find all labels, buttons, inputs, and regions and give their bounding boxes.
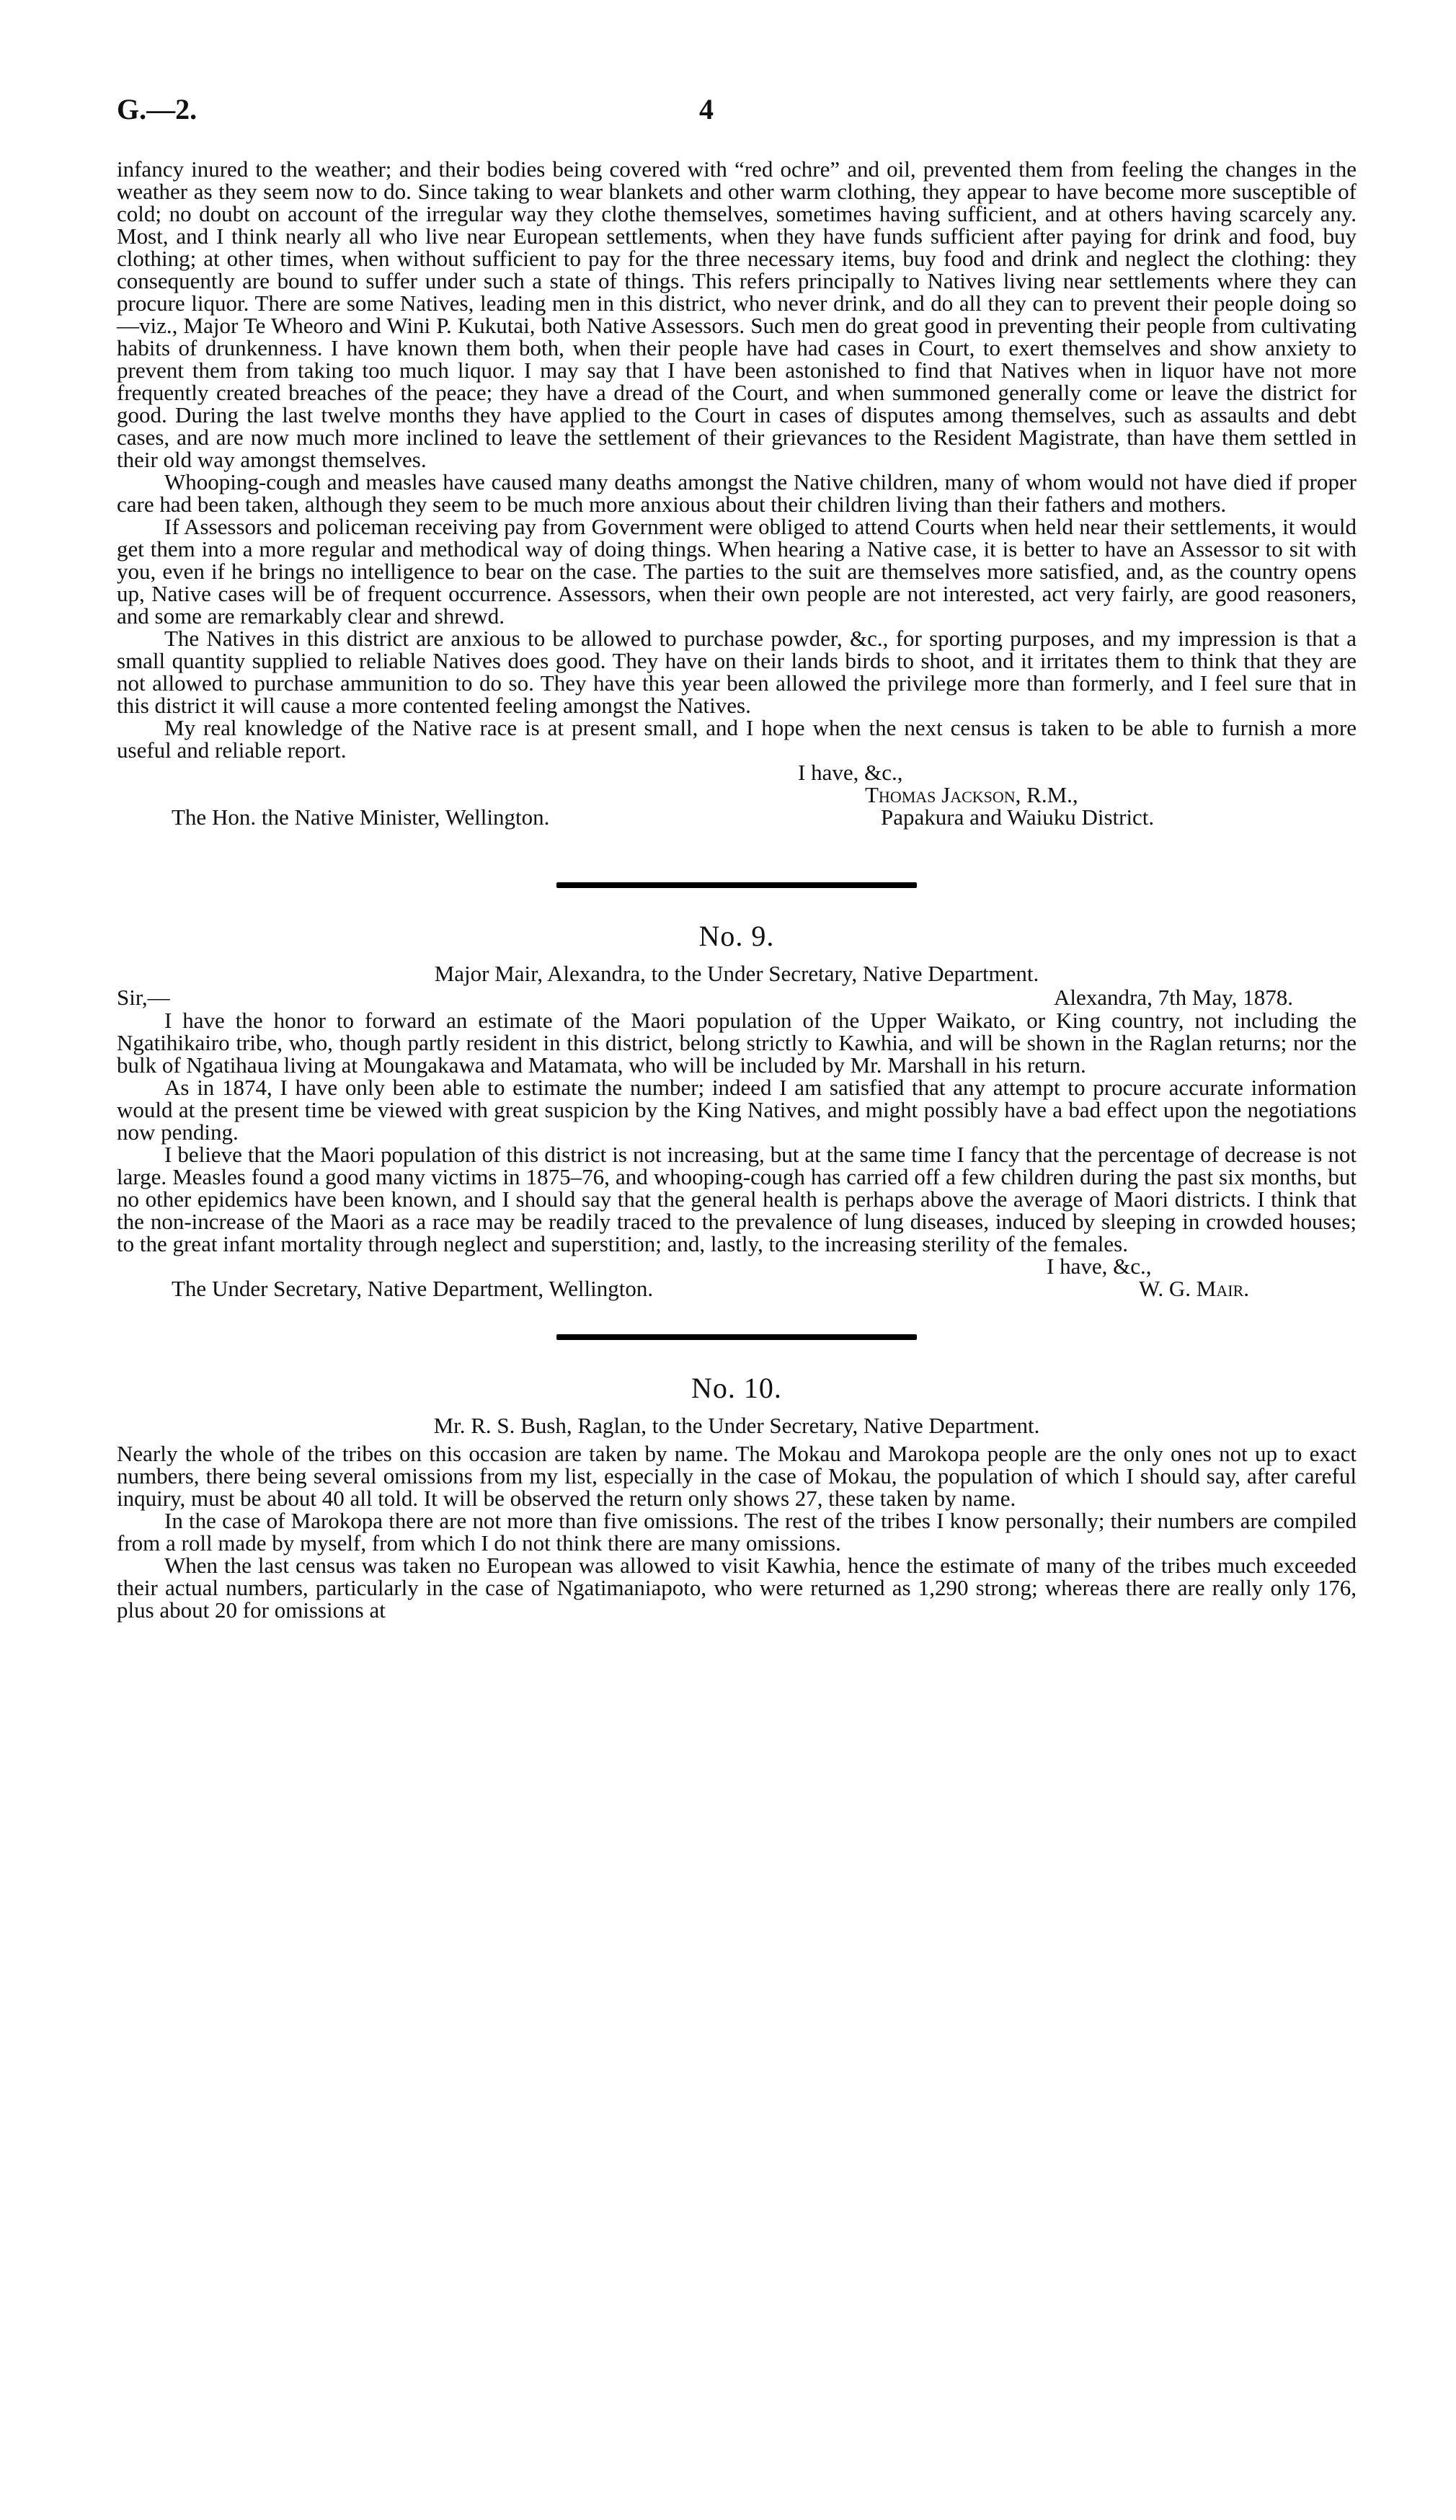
- paragraph: Whooping-cough and measles have caused many deaths amongst the Native children, many of whom would not have died if proper care had been taken, although they seem to be much more anxious about their children living than their fathers and mothers.: [117, 469, 1357, 517]
- document-reference: G.—2.: [117, 93, 197, 125]
- paragraph: My real knowledge of the Native race is at present small, and I hope when the next census is taken to be able to furnish a more useful and reliable report.: [117, 715, 1357, 763]
- paragraph: If Assessors and policeman receiving pay from Government were obliged to attend Courts when held near their settlements, it would get them into a more regular and methodical way of doing things. When hearing a Native case, it is better to have an Assessor to sit with you, even if he brings no intelligence to bear on the case. The parties to the suit are themselves more satisfied, and, as the country opens up, Native cases will be of frequent occurrence. Assessors, when their own people are not interested, act very fairly, are good reasoners, and some are remarkably clear and shrewd.: [117, 514, 1357, 629]
- letter-number: No. 10.: [691, 1372, 782, 1404]
- document-page: [117, 92, 1357, 1621]
- salutation-row: [117, 986, 1357, 1009]
- addressee: The Hon. the Native Minister, Wellington.: [172, 804, 550, 830]
- letter-closing: [117, 1255, 1357, 1303]
- signer-title: Papakura and Waiuku District.: [881, 804, 1155, 830]
- signer-name: Thomas Jackson, R.M.,: [865, 782, 1078, 807]
- page-header: [117, 92, 1357, 126]
- letter-number: No. 9.: [698, 920, 775, 952]
- page-number: 4: [699, 93, 714, 125]
- paragraph: The Natives in this district are anxious to be allowed to purchase powder, &c., for sporting purposes, and my impression is that a small quantity supplied to reliable Natives does good. They have on their lands birds to shoot, and it irritates them to think that they are not allowed to purchase ammunition to do so. They have this year been allowed the privilege more than formerly, and I feel sure that in this district it will cause a more contented feeling amongst the Natives.: [117, 626, 1357, 718]
- section-divider: [556, 1334, 917, 1340]
- paragraph: When the last census was taken no European was allowed to visit Kawhia, hence the estimate of many of the tribes much exceeded their actual numbers, particularly in the case of Ngatimaniapoto, who were returned as 1,290 strong; whereas there are really only 176, plus about 20 for omissions at: [117, 1553, 1357, 1623]
- letter-subtitle: Major Mair, Alexandra, to the Under Secretary, Native Department.: [434, 961, 1039, 986]
- place-date: Alexandra, 7th May, 1878.: [1053, 985, 1293, 1010]
- closing-phrase: I have, &c.,: [1047, 1254, 1152, 1279]
- paragraph: Nearly the whole of the tribes on this occasion are taken by name. The Mokau and Marokopa people are the only ones not up to exact numbers, there being several omissions from my list, especially in the case of Mokau, the population of which I should say, after careful inquiry, must be about 40 all told. It will be observed the return only shows 27, these taken by name.: [117, 1441, 1357, 1511]
- paragraph: I believe that the Maori population of this district is not increasing, but at the same time I fancy that the percentage of decrease is not large. Measles found a good many victims in 1875–76, and whooping-cough has carried off a few children during the past six months, but no other epidemics have been known, and I should say that the general health is perhaps above the average of Maori districts. I think that the non-increase of the Maori as a race may be readily traced to the prevalence of lung diseases, induced by sleeping in crowded houses; to the great infant mortality through neglect and superstition; and, lastly, to the increasing sterility of the females.: [117, 1142, 1357, 1256]
- paragraph: infancy inured to the weather; and their bodies being covered with “red ochre” and oil, prevented them from feeling the changes in the weather as they seem now to do. Since taking to wear blankets and other warm clothing, they appear to have become more susceptible of cold; no doubt on account of the irregular way they clothe themselves, sometimes having sufficient, and at others having scarcely any. Most, and I think nearly all who live near European settlements, when they have funds sufficient after paying for drink and food, buy clothing; at other times, when without sufficient to pay for the three necessary items, buy food and drink and neglect the clothing: they consequently are bound to suffer under such a state of things. This refers principally to Natives living near settlements where they can procure liquor. There are some Natives, leading men in this district, who never drink, and do all they can to prevent their people doing so—viz., Major Te Wheoro and Wini P. Kukutai, both Native Assessors. Such men do great good in preventing their people from cultivating habits of drunkenness. I have known them both, when their people have had cases in Court, to exert themselves and show anxiety to prevent them from taking too much liquor. I may say that I have been astonished to find that Natives when in liquor have not more frequently created breaches of the peace; they have a dread of the Court, and when summoned generally come or leave the district for good. During the last twelve months they have applied to the Court in cases of disputes among themselves, such as assaults and debt cases, and are now much more inclined to leave the settlement of their grievances to the Resident Magistrate, than have them settled in their old way amongst themselves.: [117, 156, 1357, 472]
- paragraph: In the case of Marokopa there are not more than five omissions. The rest of the tribes I know personally; their numbers are compiled from a roll made by myself, from which I do not think there are many omissions.: [117, 1508, 1357, 1556]
- paragraph: I have the honor to forward an estimate of the Maori population of the Upper Waikato, or King country, not including the Ngatihikairo tribe, who, though partly resident in this district, belong strictly to Kawhia, and will be shown in the Raglan returns; nor the bulk of Ngatihaua living at Moungakawa and Matamata, who will be included by Mr. Marshall in his return.: [117, 1008, 1357, 1078]
- paragraph: As in 1874, I have only been able to estimate the number; indeed I am satisfied that any attempt to procure accurate information would at the present time be viewed with great suspicion by the King Natives, and might possibly have a bad effect upon the negotiations now pending.: [117, 1075, 1357, 1145]
- closing-phrase: I have, &c.,: [798, 760, 903, 785]
- addressee: The Under Secretary, Native Department, Wellington.: [172, 1276, 654, 1301]
- letter-closing: [117, 761, 1357, 851]
- section-divider: [556, 882, 917, 888]
- salutation: Sir,—: [117, 985, 170, 1010]
- letter-subtitle: Mr. R. S. Bush, Raglan, to the Under Secretary, Native Department.: [433, 1413, 1040, 1438]
- signer-name: W. G. Mair.: [1139, 1276, 1250, 1301]
